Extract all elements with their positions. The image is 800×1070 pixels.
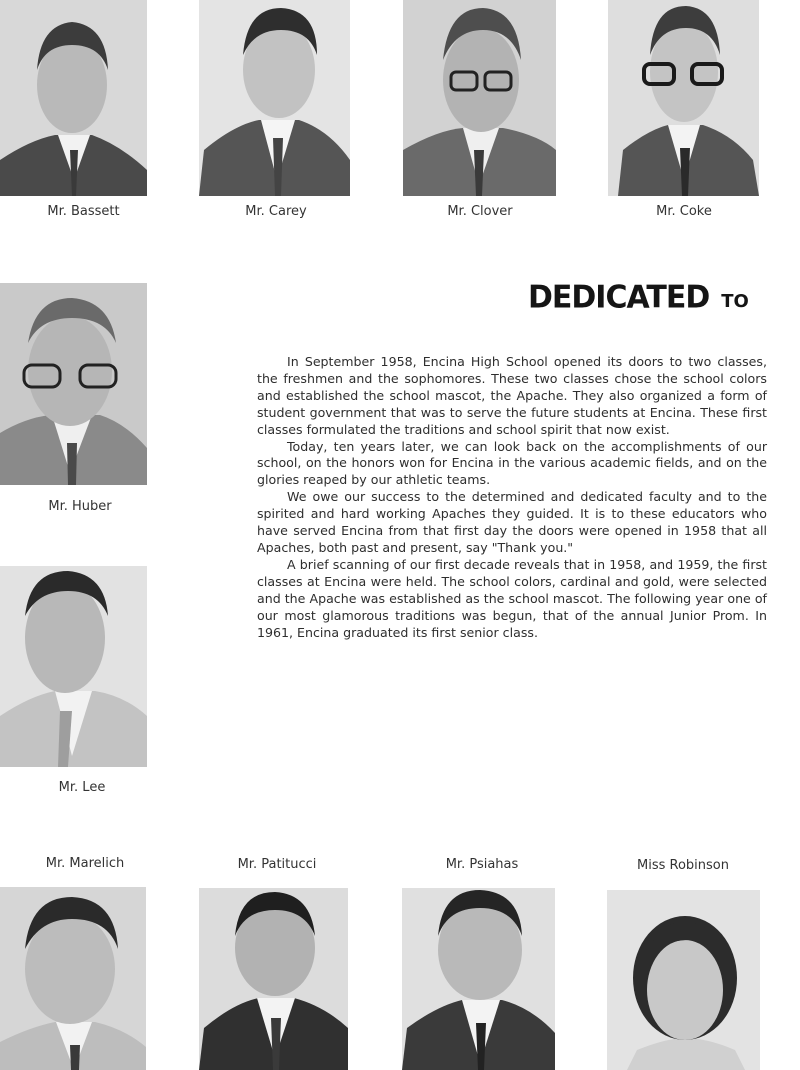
portrait-photo-bassett bbox=[0, 0, 147, 196]
paragraph: Today, ten years later, we can look back on the accomplishments of our school, on the honors won for Encina in the various academic fields, and on the glories reaped by our athletic teams. bbox=[257, 438, 767, 488]
caption-huber: Mr. Huber bbox=[48, 499, 112, 514]
portrait-photo-lee bbox=[0, 566, 147, 767]
portrait-photo-patitucci bbox=[199, 888, 348, 1070]
heading-main: DEDICATED bbox=[528, 279, 710, 316]
portrait-photo-robinson bbox=[607, 890, 760, 1070]
caption-marelich: Mr. Marelich bbox=[45, 856, 125, 871]
portrait-photo-coke bbox=[608, 0, 759, 196]
caption-clover: Mr. Clover bbox=[447, 204, 513, 219]
portrait-photo-huber bbox=[0, 283, 147, 485]
paragraph: We owe our success to the determined and dedicated faculty and to the spirited and hard working Apaches they guided. It is to these educators who have served Encina from that first day the doors were opened in 1958 that all Apaches, both past and present, say "Thank you." bbox=[257, 489, 767, 555]
caption-patitucci: Mr. Patitucci bbox=[237, 857, 317, 872]
dedication-heading bbox=[528, 280, 778, 320]
caption-bassett: Mr. Bassett bbox=[47, 204, 120, 219]
caption-robinson: Miss Robinson bbox=[637, 858, 729, 873]
caption-coke: Mr. Coke bbox=[656, 204, 712, 219]
dedication-body bbox=[257, 354, 767, 641]
paragraph: In September 1958, Encina High School opened its doors to two classes, the freshmen and the sophomores. These two classes chose the school colors and established the school mascot, the Apache. They also organized a form of student government that was to serve the future students at Encina. These first classes formulated the traditions and school spirit that now exist. bbox=[257, 354, 767, 437]
portrait-photo-clover bbox=[403, 0, 556, 196]
heading-suffix: TO bbox=[721, 291, 749, 312]
portrait-photo-marelich bbox=[0, 887, 146, 1070]
portrait-photo-carey bbox=[199, 0, 350, 196]
caption-psiahas: Mr. Psiahas bbox=[445, 857, 519, 872]
portrait-photo-psiahas bbox=[402, 888, 555, 1070]
caption-lee: Mr. Lee bbox=[58, 780, 106, 795]
caption-carey: Mr. Carey bbox=[245, 204, 307, 219]
paragraph: A brief scanning of our first decade reveals that in 1958, and 1959, the first classes at Encina were held. The school colors, cardinal and gold, were selected and the Apache was established as the school mascot. The following year one of our most glamorous traditions was begun, that of the annual Junior Prom. In 1961, Encina graduated its first senior class. bbox=[257, 556, 767, 640]
